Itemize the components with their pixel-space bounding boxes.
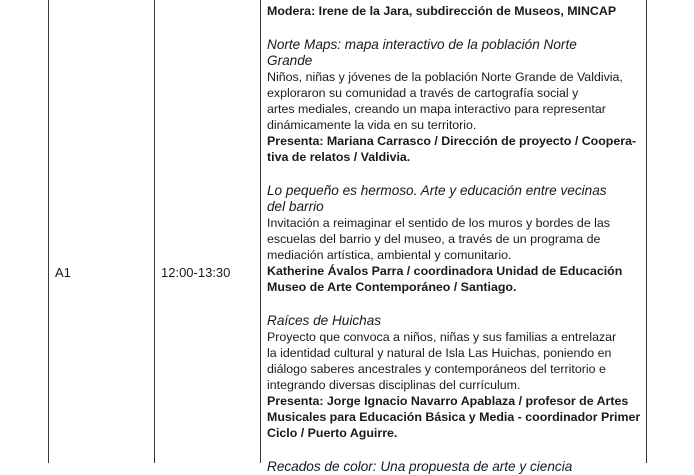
project-description: Niños, niñas y jóvenes de la población Norte Grande de Valdivia,: [267, 70, 623, 84]
project-description: mediación artística, ambiental y comunitario.: [267, 248, 512, 262]
project-description: Invitación a reimaginar el sentido de los muros y bordes de las: [267, 216, 610, 230]
project-title: Norte Maps: mapa interactivo de la población Norte: [267, 37, 577, 52]
project-presenter: Presenta: Mariana Carrasco / Dirección de proyecto / Coopera-: [267, 134, 637, 148]
moderator-line: Modera: Irene de la Jara, subdirección de Museos, MINCAP: [267, 4, 617, 18]
project-description: diálogo saberes ancestrales y contemporáneos del territorio e: [267, 362, 606, 376]
project-presenter: Musicales para Educación Básica y Media - coordinador Primer: [267, 410, 641, 424]
project-description: exploraron su comunidad a través de cartografía social y: [267, 86, 579, 100]
project-block: [267, 459, 647, 475]
project-presenter: Presenta: Jorge Ignacio Navarro Apablaza / profesor de Artes: [267, 394, 629, 408]
project-presenter: Museo de Arte Contemporáneo / Santiago.: [267, 280, 517, 294]
project-description: dinámicamente la vida en su territorio.: [267, 118, 477, 132]
time-cell: 12:00-13:30: [161, 265, 231, 280]
project-title: Raíces de Huichas: [267, 313, 382, 328]
project-description: escuelas del barrio y del museo, a través de un programa de: [267, 232, 601, 246]
project-description: la identidad cultural y natural de Isla Las Huichas, poniendo en: [267, 346, 612, 360]
project-presenter: Katherine Ávalos Parra / coordinadora Unidad de Educación: [267, 264, 623, 278]
column-divider: [154, 0, 155, 463]
column-divider: [48, 0, 49, 463]
project-block: [267, 183, 647, 295]
project-presenter: tiva de relatos / Valdivia.: [267, 150, 411, 164]
project-presenter: Ciclo / Puerto Aguirre.: [267, 426, 398, 440]
project-description: integrando diversas disciplinas del currículum.: [267, 378, 521, 392]
project-title: Recados de color: Una propuesta de arte y ciencia: [267, 459, 573, 474]
project-description: Proyecto que convoca a niños, niñas y sus familias a entrelazar: [267, 330, 617, 344]
project-block: [267, 37, 647, 165]
program-cell: [267, 3, 647, 475]
column-divider: [260, 0, 261, 463]
project-title: Grande: [267, 53, 313, 68]
project-title: Lo pequeño es hermoso. Arte y educación entre vecinas: [267, 183, 607, 198]
room-cell: A1: [55, 265, 71, 280]
project-title: del barrio: [267, 199, 324, 214]
project-description: artes mediales, creando un mapa interactivo para representar: [267, 102, 606, 116]
project-block: [267, 313, 647, 441]
